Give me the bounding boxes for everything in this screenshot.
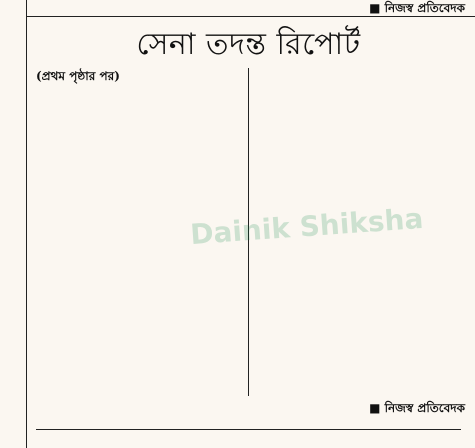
- headline: সেনা তদন্ত রিপোর্ট: [136, 27, 361, 62]
- headline-box: [36, 28, 461, 62]
- article-left-column: [36, 68, 236, 396]
- top-byline: ■ নিজস্ব প্রতিবেদক: [369, 1, 465, 15]
- left-gutter: [0, 0, 27, 448]
- column-divider: [248, 68, 249, 396]
- bottom-byline: ■ নিজস্ব প্রতিবেদক: [369, 401, 465, 415]
- article-right-column: [261, 68, 461, 396]
- watermark-logo: Dainik Shiksha: [189, 201, 425, 252]
- continued-marker: (প্রথম পৃষ্ঠার পর): [36, 69, 120, 83]
- footer-rule: [36, 429, 461, 430]
- top-strip: [26, 0, 475, 17]
- article-body: [36, 68, 461, 396]
